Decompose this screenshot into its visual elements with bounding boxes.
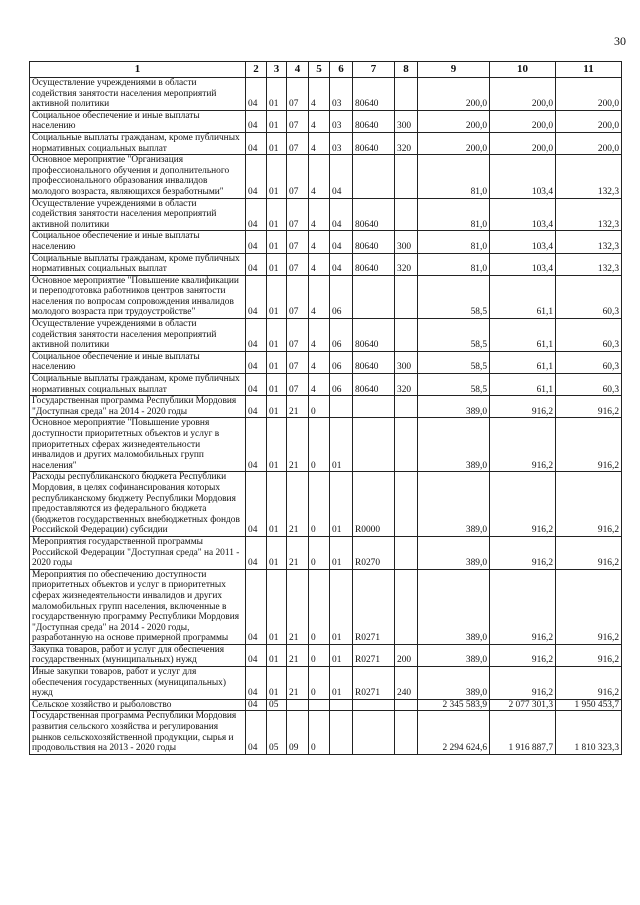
- item-name-cell: Социальное обеспечение и иные выплаты населению: [30, 231, 246, 253]
- activity-code-cell: 03: [330, 78, 353, 111]
- subsection-code-cell: 01: [267, 319, 287, 352]
- activity-code-cell: 06: [330, 319, 353, 352]
- activity-code-cell: 04: [330, 198, 353, 231]
- subsection-code-cell: 01: [267, 110, 287, 132]
- amount-col9-cell: 58,5: [418, 374, 490, 396]
- table-row: [30, 231, 622, 253]
- subprogram-code-cell: 0: [309, 536, 330, 569]
- section-code-cell: 04: [246, 374, 267, 396]
- section-code-cell: 04: [246, 569, 267, 644]
- amount-col9-cell: 58,5: [418, 275, 490, 318]
- section-code-cell: 04: [246, 110, 267, 132]
- column-header: 4: [287, 62, 309, 78]
- direction-code-cell: 80640: [353, 132, 395, 154]
- direction-code-cell: R0000: [353, 472, 395, 537]
- amount-col11-cell: 132,3: [556, 231, 622, 253]
- table-row: [30, 351, 622, 373]
- direction-code-cell: R0271: [353, 569, 395, 644]
- item-name-cell: Основное мероприятие "Повышение квалификации и переподготовка работников центров занятости населения по вопросам сопровождения инвалидов молодого возраста при трудоустройстве": [30, 275, 246, 318]
- item-name-cell: Сельское хозяйство и рыболовство: [30, 699, 246, 711]
- column-header: 3: [267, 62, 287, 78]
- item-name-cell: Социальное обеспечение и иные выплаты населению: [30, 110, 246, 132]
- subsection-code-cell: 01: [267, 472, 287, 537]
- subsection-code-cell: 01: [267, 418, 287, 472]
- direction-code-cell: 80640: [353, 78, 395, 111]
- section-code-cell: 04: [246, 667, 267, 700]
- amount-col10-cell: 2 077 301,3: [490, 699, 556, 711]
- table-row: [30, 472, 622, 537]
- direction-code-cell: [353, 155, 395, 198]
- section-code-cell: 04: [246, 418, 267, 472]
- amount-col10-cell: 200,0: [490, 132, 556, 154]
- table-row: [30, 418, 622, 472]
- amount-col11-cell: 916,2: [556, 644, 622, 666]
- amount-col9-cell: 389,0: [418, 644, 490, 666]
- amount-col11-cell: 916,2: [556, 536, 622, 569]
- amount-col11-cell: 1 810 323,3: [556, 711, 622, 754]
- section-code-cell: 04: [246, 472, 267, 537]
- column-header: 5: [309, 62, 330, 78]
- section-code-cell: 04: [246, 155, 267, 198]
- subsection-code-cell: 01: [267, 155, 287, 198]
- section-code-cell: 04: [246, 253, 267, 275]
- amount-col9-cell: 2 294 624,6: [418, 711, 490, 754]
- subprogram-code-cell: 4: [309, 155, 330, 198]
- subprogram-code-cell: 0: [309, 396, 330, 418]
- section-code-cell: 04: [246, 78, 267, 111]
- column-header: 10: [490, 62, 556, 78]
- direction-code-cell: 80640: [353, 198, 395, 231]
- subprogram-code-cell: 4: [309, 132, 330, 154]
- expense-type-cell: [395, 78, 418, 111]
- item-name-cell: Социальное обеспечение и иные выплаты населению: [30, 351, 246, 373]
- subprogram-code-cell: 4: [309, 78, 330, 111]
- table-row: [30, 155, 622, 198]
- subsection-code-cell: 05: [267, 711, 287, 754]
- program-code-cell: [287, 699, 309, 711]
- direction-code-cell: 80640: [353, 110, 395, 132]
- amount-col9-cell: 389,0: [418, 472, 490, 537]
- activity-code-cell: [330, 396, 353, 418]
- activity-code-cell: 04: [330, 155, 353, 198]
- section-code-cell: 04: [246, 132, 267, 154]
- section-code-cell: 04: [246, 536, 267, 569]
- direction-code-cell: [353, 699, 395, 711]
- activity-code-cell: [330, 711, 353, 754]
- activity-code-cell: 01: [330, 472, 353, 537]
- subsection-code-cell: 01: [267, 275, 287, 318]
- activity-code-cell: 04: [330, 253, 353, 275]
- amount-col9-cell: 200,0: [418, 132, 490, 154]
- subprogram-code-cell: 4: [309, 374, 330, 396]
- program-code-cell: 07: [287, 351, 309, 373]
- program-code-cell: 21: [287, 667, 309, 700]
- activity-code-cell: 01: [330, 536, 353, 569]
- subsection-code-cell: 01: [267, 374, 287, 396]
- direction-code-cell: 80640: [353, 253, 395, 275]
- column-header: 7: [353, 62, 395, 78]
- direction-code-cell: R0271: [353, 644, 395, 666]
- amount-col10-cell: 61,1: [490, 319, 556, 352]
- expense-type-cell: [395, 699, 418, 711]
- subprogram-code-cell: 0: [309, 569, 330, 644]
- amount-col9-cell: 389,0: [418, 569, 490, 644]
- program-code-cell: 09: [287, 711, 309, 754]
- table-row: [30, 569, 622, 644]
- column-header: 8: [395, 62, 418, 78]
- table-row: [30, 374, 622, 396]
- amount-col10-cell: 61,1: [490, 351, 556, 373]
- table-row: [30, 78, 622, 111]
- subsection-code-cell: 01: [267, 644, 287, 666]
- section-code-cell: 04: [246, 275, 267, 318]
- column-header: 1: [30, 62, 246, 78]
- amount-col9-cell: 389,0: [418, 396, 490, 418]
- amount-col11-cell: 60,3: [556, 319, 622, 352]
- amount-col11-cell: 132,3: [556, 253, 622, 275]
- column-header: 6: [330, 62, 353, 78]
- expense-type-cell: [395, 472, 418, 537]
- item-name-cell: Основное мероприятие "Повышение уровня доступности приоритетных объектов и услуг в приоритетных сферах жизнедеятельности инвалидов и других маломобильных групп населения": [30, 418, 246, 472]
- expense-type-cell: [395, 319, 418, 352]
- column-header: 9: [418, 62, 490, 78]
- expense-type-cell: 300: [395, 110, 418, 132]
- item-name-cell: Основное мероприятие "Организация профессионального обучения и дополнительного профессионального образования инвалидов молодого возраста, являющихся безработными": [30, 155, 246, 198]
- program-code-cell: 07: [287, 374, 309, 396]
- amount-col10-cell: 916,2: [490, 569, 556, 644]
- amount-col9-cell: 81,0: [418, 198, 490, 231]
- section-code-cell: 04: [246, 396, 267, 418]
- program-code-cell: 21: [287, 536, 309, 569]
- subsection-code-cell: 05: [267, 699, 287, 711]
- activity-code-cell: 06: [330, 275, 353, 318]
- amount-col11-cell: 132,3: [556, 198, 622, 231]
- amount-col11-cell: 200,0: [556, 78, 622, 111]
- amount-col10-cell: 61,1: [490, 374, 556, 396]
- program-code-cell: 21: [287, 569, 309, 644]
- expense-type-cell: [395, 536, 418, 569]
- amount-col9-cell: 200,0: [418, 78, 490, 111]
- expense-type-cell: 300: [395, 351, 418, 373]
- expense-type-cell: [395, 711, 418, 754]
- subprogram-code-cell: 4: [309, 275, 330, 318]
- expense-type-cell: 320: [395, 374, 418, 396]
- expense-type-cell: [395, 155, 418, 198]
- amount-col11-cell: 916,2: [556, 472, 622, 537]
- item-name-cell: Социальные выплаты гражданам, кроме публичных нормативных социальных выплат: [30, 253, 246, 275]
- amount-col9-cell: 389,0: [418, 536, 490, 569]
- program-code-cell: 21: [287, 396, 309, 418]
- amount-col10-cell: 916,2: [490, 396, 556, 418]
- subsection-code-cell: 01: [267, 351, 287, 373]
- amount-col10-cell: 916,2: [490, 536, 556, 569]
- activity-code-cell: 01: [330, 667, 353, 700]
- item-name-cell: Государственная программа Республики Мордовия развития сельского хозяйства и регулирования рынков сельскохозяйственной продукции, сырья и продовольствия на 2013 - 2020 годы: [30, 711, 246, 754]
- subsection-code-cell: 01: [267, 132, 287, 154]
- subprogram-code-cell: 0: [309, 711, 330, 754]
- amount-col11-cell: 1 950 453,7: [556, 699, 622, 711]
- section-code-cell: 04: [246, 699, 267, 711]
- amount-col9-cell: 81,0: [418, 231, 490, 253]
- item-name-cell: Закупка товаров, работ и услуг для обеспечения государственных (муниципальных) нужд: [30, 644, 246, 666]
- amount-col10-cell: 916,2: [490, 418, 556, 472]
- expense-type-cell: [395, 275, 418, 318]
- subprogram-code-cell: 0: [309, 644, 330, 666]
- amount-col11-cell: 916,2: [556, 667, 622, 700]
- table-row: [30, 275, 622, 318]
- amount-col9-cell: 2 345 583,9: [418, 699, 490, 711]
- direction-code-cell: 80640: [353, 319, 395, 352]
- page-number: 30: [614, 34, 626, 48]
- subsection-code-cell: 01: [267, 231, 287, 253]
- section-code-cell: 04: [246, 319, 267, 352]
- subprogram-code-cell: 4: [309, 231, 330, 253]
- subprogram-code-cell: 0: [309, 472, 330, 537]
- program-code-cell: 07: [287, 319, 309, 352]
- expense-type-cell: 320: [395, 253, 418, 275]
- subprogram-code-cell: 4: [309, 253, 330, 275]
- amount-col9-cell: 389,0: [418, 667, 490, 700]
- subsection-code-cell: 01: [267, 396, 287, 418]
- item-name-cell: Иные закупки товаров, работ и услуг для обеспечения государственных (муниципальных) нужд: [30, 667, 246, 700]
- activity-code-cell: 03: [330, 110, 353, 132]
- amount-col10-cell: 916,2: [490, 667, 556, 700]
- amount-col10-cell: 916,2: [490, 472, 556, 537]
- direction-code-cell: 80640: [353, 231, 395, 253]
- amount-col11-cell: 916,2: [556, 396, 622, 418]
- expense-type-cell: 300: [395, 231, 418, 253]
- amount-col10-cell: 103,4: [490, 155, 556, 198]
- activity-code-cell: 03: [330, 132, 353, 154]
- item-name-cell: Осуществление учреждениями в области содействия занятости населения мероприятий активной политики: [30, 78, 246, 111]
- header-row: [30, 62, 622, 78]
- table-row: [30, 667, 622, 700]
- table-row: [30, 198, 622, 231]
- amount-col10-cell: 103,4: [490, 198, 556, 231]
- amount-col11-cell: 200,0: [556, 132, 622, 154]
- subprogram-code-cell: 4: [309, 319, 330, 352]
- program-code-cell: 07: [287, 231, 309, 253]
- amount-col10-cell: 103,4: [490, 231, 556, 253]
- direction-code-cell: 80640: [353, 351, 395, 373]
- activity-code-cell: 06: [330, 374, 353, 396]
- program-code-cell: 07: [287, 155, 309, 198]
- expense-type-cell: [395, 418, 418, 472]
- direction-code-cell: R0271: [353, 667, 395, 700]
- section-code-cell: 04: [246, 231, 267, 253]
- section-code-cell: 04: [246, 711, 267, 754]
- amount-col10-cell: 1 916 887,7: [490, 711, 556, 754]
- column-header: 2: [246, 62, 267, 78]
- direction-code-cell: [353, 396, 395, 418]
- subsection-code-cell: 01: [267, 536, 287, 569]
- activity-code-cell: 01: [330, 418, 353, 472]
- item-name-cell: Государственная программа Республики Мордовия "Доступная среда" на 2014 - 2020 годы: [30, 396, 246, 418]
- item-name-cell: Мероприятия государственной программы Российской Федерации "Доступная среда" на 2011 - 2020 годы: [30, 536, 246, 569]
- activity-code-cell: 01: [330, 569, 353, 644]
- item-name-cell: Социальные выплаты гражданам, кроме публичных нормативных социальных выплат: [30, 374, 246, 396]
- item-name-cell: Мероприятия по обеспечению доступности приоритетных объектов и услуг в приоритетных сферах жизнедеятельности инвалидов и других маломобильных групп населения, включенные в государственную программу Республики Мордовия "Доступная среда" на 2014 - 2020 годы, разработанную на основе примерной программы: [30, 569, 246, 644]
- amount-col10-cell: 200,0: [490, 78, 556, 111]
- item-name-cell: Осуществление учреждениями в области содействия занятости населения мероприятий активной политики: [30, 198, 246, 231]
- program-code-cell: 07: [287, 198, 309, 231]
- amount-col9-cell: 200,0: [418, 110, 490, 132]
- program-code-cell: 21: [287, 644, 309, 666]
- direction-code-cell: [353, 275, 395, 318]
- subprogram-code-cell: 0: [309, 418, 330, 472]
- subprogram-code-cell: 4: [309, 198, 330, 231]
- amount-col9-cell: 58,5: [418, 351, 490, 373]
- program-code-cell: 21: [287, 472, 309, 537]
- amount-col9-cell: 81,0: [418, 253, 490, 275]
- section-code-cell: 04: [246, 351, 267, 373]
- amount-col9-cell: 58,5: [418, 319, 490, 352]
- subsection-code-cell: 01: [267, 569, 287, 644]
- expense-type-cell: 240: [395, 667, 418, 700]
- budget-table: [29, 61, 622, 755]
- direction-code-cell: R0270: [353, 536, 395, 569]
- direction-code-cell: 80640: [353, 374, 395, 396]
- table-row: [30, 396, 622, 418]
- section-code-cell: 04: [246, 198, 267, 231]
- program-code-cell: 07: [287, 132, 309, 154]
- subprogram-code-cell: 0: [309, 667, 330, 700]
- direction-code-cell: [353, 418, 395, 472]
- amount-col11-cell: 916,2: [556, 569, 622, 644]
- amount-col11-cell: 60,3: [556, 374, 622, 396]
- amount-col10-cell: 61,1: [490, 275, 556, 318]
- subsection-code-cell: 01: [267, 78, 287, 111]
- section-code-cell: 04: [246, 644, 267, 666]
- amount-col11-cell: 60,3: [556, 351, 622, 373]
- activity-code-cell: 04: [330, 231, 353, 253]
- amount-col11-cell: 200,0: [556, 110, 622, 132]
- subsection-code-cell: 01: [267, 667, 287, 700]
- amount-col9-cell: 81,0: [418, 155, 490, 198]
- item-name-cell: Расходы республиканского бюджета Республики Мордовия, в целях софинансирования которых республиканскому бюджету Республики Мордовия предоставляются из федерального бюджета (бюджетов государственных внебюджетных фондов Российской Федерации) субсидии: [30, 472, 246, 537]
- column-header: 11: [556, 62, 622, 78]
- table-row: [30, 110, 622, 132]
- subsection-code-cell: 01: [267, 198, 287, 231]
- item-name-cell: Осуществление учреждениями в области содействия занятости населения мероприятий активной политики: [30, 319, 246, 352]
- table-row: [30, 699, 622, 711]
- table-row: [30, 253, 622, 275]
- table-row: [30, 711, 622, 754]
- amount-col11-cell: 60,3: [556, 275, 622, 318]
- expense-type-cell: 320: [395, 132, 418, 154]
- expense-type-cell: [395, 396, 418, 418]
- subprogram-code-cell: [309, 699, 330, 711]
- program-code-cell: 07: [287, 78, 309, 111]
- table-row: [30, 644, 622, 666]
- table-row: [30, 132, 622, 154]
- amount-col10-cell: 200,0: [490, 110, 556, 132]
- subsection-code-cell: 01: [267, 253, 287, 275]
- activity-code-cell: 01: [330, 644, 353, 666]
- program-code-cell: 07: [287, 253, 309, 275]
- amount-col9-cell: 389,0: [418, 418, 490, 472]
- direction-code-cell: [353, 711, 395, 754]
- amount-col10-cell: 103,4: [490, 253, 556, 275]
- item-name-cell: Социальные выплаты гражданам, кроме публичных нормативных социальных выплат: [30, 132, 246, 154]
- table-row: [30, 536, 622, 569]
- program-code-cell: 07: [287, 110, 309, 132]
- activity-code-cell: [330, 699, 353, 711]
- expense-type-cell: [395, 569, 418, 644]
- subprogram-code-cell: 4: [309, 110, 330, 132]
- activity-code-cell: 06: [330, 351, 353, 373]
- amount-col10-cell: 916,2: [490, 644, 556, 666]
- table-row: [30, 319, 622, 352]
- amount-col11-cell: 916,2: [556, 418, 622, 472]
- expense-type-cell: 200: [395, 644, 418, 666]
- subprogram-code-cell: 4: [309, 351, 330, 373]
- program-code-cell: 21: [287, 418, 309, 472]
- expense-type-cell: [395, 198, 418, 231]
- amount-col11-cell: 132,3: [556, 155, 622, 198]
- program-code-cell: 07: [287, 275, 309, 318]
